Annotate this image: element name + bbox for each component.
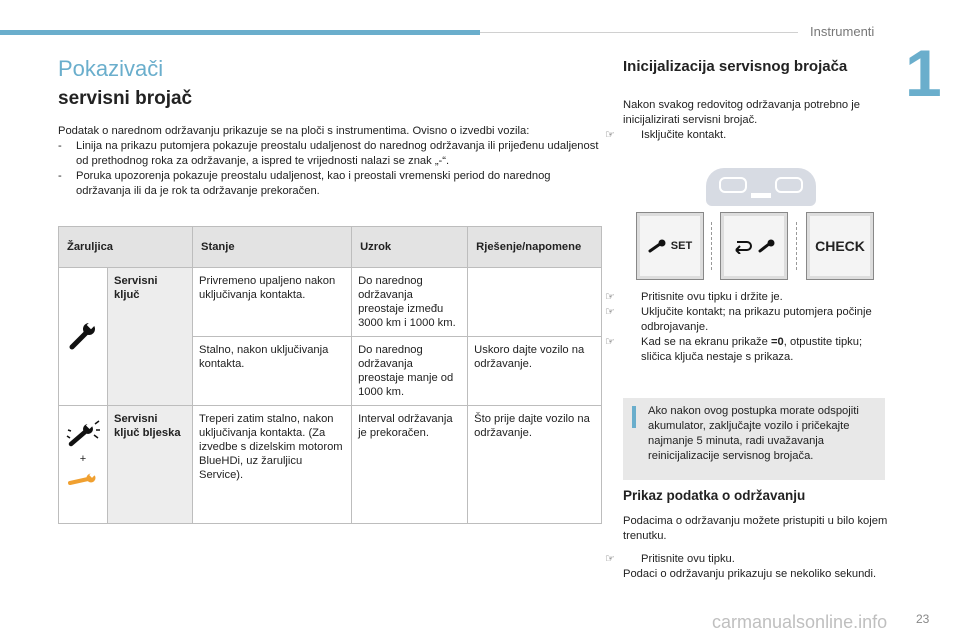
warning-lamp-table xyxy=(58,226,602,524)
info-icon xyxy=(632,406,636,428)
intro-list-item: - Linija na prikazu putomjera pokazuje preostalu udaljenost do narednog održavanja ili prijeđenu udaljenost od prethodnog roka za održavanje, a ispred te vrijednosti nalazi se znak „-“. xyxy=(58,140,599,167)
pointer-icon: ☞ xyxy=(605,306,616,318)
top-accent-bar xyxy=(0,30,480,35)
pointer-icon: ☞ xyxy=(605,129,616,141)
solution-cell xyxy=(468,268,602,337)
lamp-icon-cell xyxy=(59,268,108,406)
chapter-number: 1 xyxy=(905,36,942,110)
return-arrow-icon xyxy=(732,238,754,254)
lamp-icon-cell xyxy=(59,406,108,524)
pointer-icon: ☞ xyxy=(605,553,616,565)
init-heading: Inicijalizacija servisnog brojača xyxy=(623,58,848,75)
col-header-cause: Uzrok xyxy=(352,227,468,268)
reset-wrench-button[interactable] xyxy=(720,212,788,280)
intro-list-item: - Poruka upozorenja pokazuje preostalu udaljenost, kao i preostali vremenski period do narednog održavanja ili da je rok ta održavanje prekoračen. xyxy=(58,170,551,197)
col-header-solution: Rješenje/napomene xyxy=(468,227,602,268)
step: ☞ Pritisnite ovu tipku i držite je. xyxy=(605,291,783,303)
section-name: Instrumenti xyxy=(810,24,875,39)
init-steps xyxy=(605,290,888,365)
set-wrench-button[interactable] xyxy=(636,212,704,280)
wrench-icon xyxy=(758,239,776,253)
info-text: Ako nakon ovog postupka morate odspojiti akumulator, zaključajte vozilo i pričekajte najmanje 5 minuta, radi uvažavanja reinicijalizacije servisnog brojača. xyxy=(648,405,859,462)
wrench-icon xyxy=(648,239,668,253)
maintenance-display-text: Podacima o održavanju možete pristupiti u bilo kojem trenutku. ☞ Pritisnite ovu tipku. Podaci o održavanju prikazuju se nekoliko sekundi. xyxy=(605,515,888,580)
col-header-lamp: Žaruljica xyxy=(59,227,193,268)
state-cell: Treperi zatim stalno, nakon uključivanja kontakta. (Za izvedbe s dizelskim motorom BlueHDi, uz žaruljicu Service). xyxy=(193,406,352,524)
flashing-wrench-icon xyxy=(65,420,101,450)
section-subtitle: servisni brojač xyxy=(58,88,193,109)
wrench-icon xyxy=(66,318,100,352)
gauge-cluster-icon xyxy=(706,168,816,206)
init-intro: Nakon svakog redovitog održavanja potrebno je inicijalizirati servisni brojač. ☞ Isključite kontakt. xyxy=(605,99,860,141)
table-row xyxy=(59,268,602,337)
state-cell: Stalno, nakon uključivanja kontakta. xyxy=(193,337,352,406)
lamp-name: Servisni ključ bljeska xyxy=(108,406,193,524)
check-button[interactable] xyxy=(806,212,874,280)
watermark: carmanualsonline.info xyxy=(712,612,888,632)
intro-paragraph: Podatak o narednom održavanju prikazuje se na ploči s instrumentima. Ovisno o izvedbi vozila: xyxy=(58,125,530,137)
pointer-icon: ☞ xyxy=(605,336,616,348)
intro-text xyxy=(58,124,608,199)
step: ☞ Kad se na ekranu prikaže =0, otpustite tipku; sličica ključa nestaje s prikaza. xyxy=(605,336,863,363)
col-header-state: Stanje xyxy=(193,227,352,268)
cause-cell: Do narednog održavanja preostaje manje od 1000 km. xyxy=(352,337,468,406)
separator xyxy=(796,222,797,270)
check-label: CHECK xyxy=(815,238,865,254)
orange-wrench-icon xyxy=(66,471,100,487)
step: ☞ Uključite kontakt; na prikazu putomjera počinje odbrojavanje. xyxy=(605,306,872,333)
state-cell: Privremeno upaljeno nakon uključivanja kontakta. xyxy=(193,268,352,337)
solution-cell: Što prije dajte vozilo na održavanje. xyxy=(468,406,602,524)
maintenance-display-heading: Prikaz podatka o održavanju xyxy=(623,488,806,503)
separator xyxy=(711,222,712,270)
page-title: Pokazivači xyxy=(58,56,164,81)
table-row xyxy=(59,406,602,524)
lamp-name: Servisni ključ xyxy=(108,268,193,406)
table-header-row xyxy=(59,227,602,268)
plus-sign: + xyxy=(79,453,87,465)
intro-list xyxy=(58,139,608,199)
cause-cell: Interval održavanja je prekoračen. xyxy=(352,406,468,524)
solution-cell: Uskoro dajte vozilo na održavanje. xyxy=(468,337,602,406)
top-rule xyxy=(480,32,798,33)
cause-cell: Do narednog održavanja preostaje između 3000 km i 1000 km. xyxy=(352,268,468,337)
set-label: SET xyxy=(670,240,693,252)
pointer-icon: ☞ xyxy=(605,291,616,303)
page-number: 23 xyxy=(916,612,930,626)
instrument-panel-illustration xyxy=(706,168,816,206)
